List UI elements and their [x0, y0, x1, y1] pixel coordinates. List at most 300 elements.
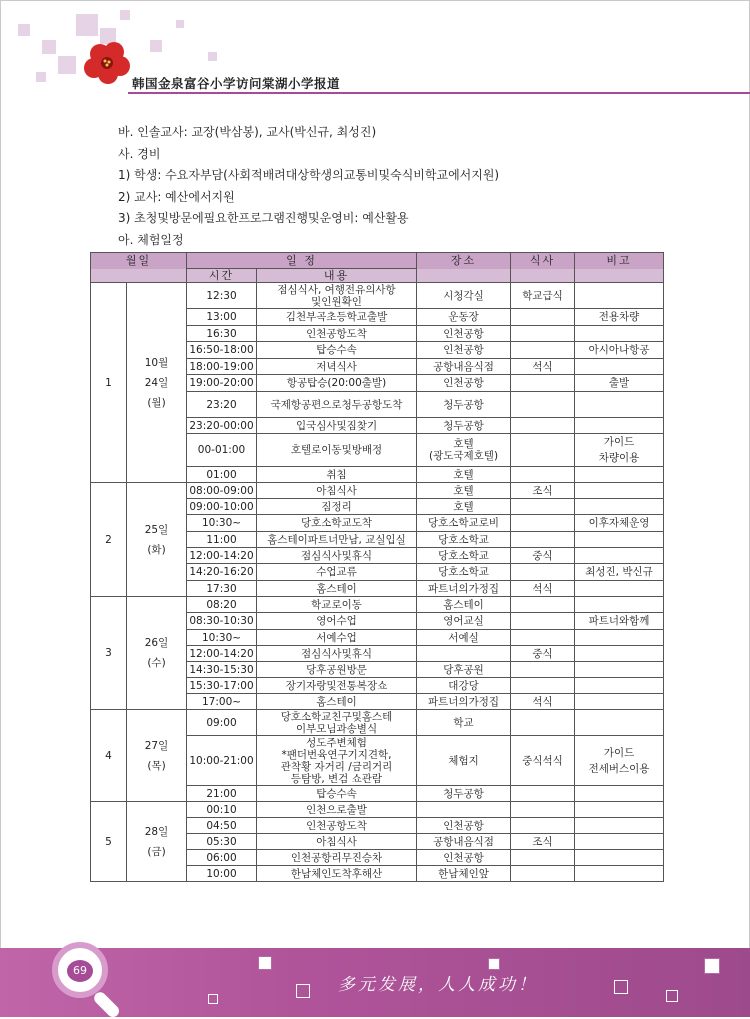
cell-line: 당호소학교: [438, 566, 489, 578]
cell-line: 24일: [144, 376, 169, 389]
cell-line: 인천공항리무진승차: [290, 851, 383, 864]
place-cell: [417, 283, 511, 309]
cell-line: (금): [147, 845, 166, 858]
day-number: 1: [91, 283, 127, 483]
content-cell: [257, 581, 417, 597]
time-cell: 00-01:00: [187, 434, 257, 467]
note-cell: [575, 662, 664, 678]
cell-line: 항공탑승(20:00출발): [286, 377, 387, 389]
place-cell: [417, 532, 511, 548]
meal-cell: [511, 786, 575, 802]
place-cell: [417, 662, 511, 678]
content-cell: [257, 467, 417, 483]
cell-line: 파트너와함께: [588, 615, 650, 627]
cell-line: (수): [147, 657, 166, 669]
place-cell: [417, 326, 511, 342]
intro-line: 2) 교사: 예산에서지원: [118, 189, 235, 204]
cell-line: 전세버스이용: [588, 762, 650, 775]
time-cell: 12:30: [187, 283, 257, 309]
note-cell: [575, 736, 664, 786]
note-cell: [575, 515, 664, 532]
place-cell: [417, 515, 511, 532]
content-cell: [257, 802, 417, 818]
place-cell: [417, 613, 511, 630]
intro-text: [118, 122, 499, 251]
content-cell: [257, 597, 417, 613]
note-cell: [575, 499, 664, 515]
note-cell: [575, 392, 664, 418]
cell-line: 인천공항도착: [306, 819, 367, 832]
time-cell: 00:10: [187, 802, 257, 818]
content-cell: [257, 694, 417, 710]
meal-cell: 중식: [511, 646, 575, 662]
note-cell: [575, 342, 664, 359]
cell-line: (화): [147, 543, 166, 556]
place-cell: [417, 597, 511, 613]
cell-line: 홈스테이: [316, 695, 357, 708]
page-number: 69: [67, 960, 93, 982]
cell-line: 인천공항: [443, 377, 484, 389]
time-cell: 21:00: [187, 786, 257, 802]
time-cell: 14:20-16:20: [187, 564, 257, 581]
content-cell: [257, 326, 417, 342]
cell-line: 가이드: [603, 746, 635, 759]
header-time: 시간: [187, 269, 257, 283]
cell-line: 파트너의가정집: [428, 582, 500, 595]
note-cell: [575, 467, 664, 483]
header-decor-square: [176, 20, 184, 28]
cell-line: 학교로이동: [311, 598, 362, 611]
time-cell: 05:30: [187, 834, 257, 850]
intro-line: 사. 경비: [118, 146, 161, 161]
meal-cell: [511, 392, 575, 418]
cell-line: 호텔: [453, 484, 474, 497]
meal-cell: [511, 342, 575, 359]
note-cell: [575, 359, 664, 375]
cell-line: 호텔: [453, 468, 474, 481]
day-number: 2: [91, 483, 127, 597]
meal-cell: [511, 597, 575, 613]
cell-line: 차량이용: [598, 452, 640, 464]
place-cell: [417, 818, 511, 834]
meal-cell: [511, 418, 575, 434]
flower-logo-icon: [80, 38, 136, 88]
meal-cell: 중식: [511, 548, 575, 564]
cell-line: 수업교류: [316, 566, 357, 578]
day-date: [127, 710, 187, 802]
time-cell: 11:00: [187, 532, 257, 548]
cell-line: 청두공항: [443, 419, 484, 432]
footer-slogan: 多元发展，人人成功！: [338, 975, 538, 995]
meal-cell: [511, 532, 575, 548]
content-cell: [257, 818, 417, 834]
content-cell: [257, 564, 417, 581]
header-divider: [128, 92, 750, 94]
place-cell: [417, 467, 511, 483]
meal-cell: [511, 499, 575, 515]
content-cell: [257, 418, 417, 434]
cell-line: 파트너의가정집: [428, 695, 500, 708]
note-cell: [575, 483, 664, 499]
time-cell: 10:30~: [187, 515, 257, 532]
header-decor-square: [42, 40, 56, 54]
place-cell: [417, 483, 511, 499]
time-cell: 17:00~: [187, 694, 257, 710]
cell-line: 아시아나항공: [588, 344, 650, 356]
note-cell: [575, 434, 664, 467]
day-number: 4: [91, 710, 127, 802]
cell-line: 짐정리: [321, 500, 352, 513]
table-row: [91, 483, 664, 499]
note-cell: [575, 564, 664, 581]
place-cell: [417, 866, 511, 882]
place-cell: [417, 694, 511, 710]
note-cell: [575, 802, 664, 818]
time-cell: 15:30-17:00: [187, 678, 257, 694]
place-cell: [417, 342, 511, 359]
table-row: [91, 710, 664, 736]
meal-cell: 석식: [511, 694, 575, 710]
time-cell: 23:20-00:00: [187, 418, 257, 434]
cell-line: 한남체인앞: [438, 867, 489, 880]
footer-decor-square: [704, 958, 720, 974]
cell-line: 서예수업: [316, 631, 357, 644]
time-cell: 10:00-21:00: [187, 736, 257, 786]
cell-line: 호텔: [453, 500, 474, 513]
content-cell: [257, 548, 417, 564]
time-cell: 12:00-14:20: [187, 646, 257, 662]
cell-line: 인천공항: [443, 819, 484, 832]
cell-line: 당호소학교로비: [428, 517, 500, 529]
header-decor-square: [120, 10, 130, 20]
content-cell: [257, 499, 417, 515]
footer-decor-square: [666, 990, 678, 1002]
footer-decor-square: [258, 956, 272, 970]
meal-cell: [511, 818, 575, 834]
table-subheader-row: [91, 269, 664, 283]
footer-decor-square: [208, 994, 218, 1004]
cell-line: 인천공항: [443, 851, 484, 864]
note-cell: [575, 834, 664, 850]
cell-line: 이부모님과송별식: [295, 722, 378, 735]
content-cell: [257, 309, 417, 326]
cell-line: 공항내음식점: [433, 360, 494, 373]
intro-line: 3) 초청및방문에필요한프로그램진행및운영비: 예산활용: [118, 211, 409, 225]
place-cell: [417, 564, 511, 581]
footer-decor-square: [488, 958, 500, 970]
note-cell: [575, 646, 664, 662]
meal-cell: [511, 710, 575, 736]
meal-cell: [511, 866, 575, 882]
meal-cell: 조식: [511, 483, 575, 499]
meal-cell: [511, 564, 575, 581]
header-place: 장소: [417, 253, 511, 269]
cell-line: 이후자체운영: [588, 517, 650, 529]
place-cell: [417, 678, 511, 694]
content-cell: [257, 850, 417, 866]
cell-line: 시청각실: [443, 289, 484, 302]
cell-line: 최성진, 박신규: [585, 566, 653, 578]
time-cell: 09:00: [187, 710, 257, 736]
header-schedule: 일 정: [187, 253, 417, 269]
time-cell: 12:00-14:20: [187, 548, 257, 564]
day-date: [127, 597, 187, 710]
cell-line: 당후공원: [443, 663, 484, 676]
table-header-row: [91, 253, 664, 269]
meal-cell: 석식: [511, 581, 575, 597]
meal-cell: [511, 630, 575, 646]
cell-line: 당호소학교: [438, 549, 489, 562]
content-cell: [257, 483, 417, 499]
cell-line: (광도국제호텔): [428, 450, 499, 462]
cell-line: 당호소학교: [438, 533, 489, 546]
place-cell: [417, 646, 511, 662]
note-cell: [575, 694, 664, 710]
note-cell: [575, 309, 664, 326]
cell-line: 인천공항: [443, 327, 484, 340]
cell-line: 서예실: [448, 631, 479, 644]
time-cell: 04:50: [187, 818, 257, 834]
meal-cell: [511, 613, 575, 630]
time-cell: 16:50-18:00: [187, 342, 257, 359]
meal-cell: [511, 467, 575, 483]
meal-cell: 조식: [511, 834, 575, 850]
content-cell: [257, 786, 417, 802]
cell-line: 인천공항도착: [306, 327, 367, 340]
content-cell: [257, 630, 417, 646]
header-content: 내용: [257, 269, 417, 283]
cell-line: 26일: [144, 637, 169, 649]
meal-cell: 학교급식: [511, 283, 575, 309]
cell-line: 학교: [453, 716, 474, 729]
header-decor-square: [58, 56, 76, 74]
day-date: [127, 483, 187, 597]
footer-decor-square: [296, 984, 310, 998]
cell-line: 성도주변체험: [306, 736, 367, 749]
table-row: [91, 597, 664, 613]
cell-line: (목): [147, 759, 166, 772]
cell-line: 국제항공편으로청두공항도착: [270, 398, 403, 411]
time-cell: 18:00-19:00: [187, 359, 257, 375]
cell-line: 입국심사및짐찾기: [295, 419, 378, 432]
cell-line: (월): [147, 396, 166, 409]
cell-line: 등탐방, 변검 쇼관람: [290, 772, 383, 785]
cell-line: 관착황 자거리 /금리거리: [280, 760, 393, 773]
time-cell: 16:30: [187, 326, 257, 342]
place-cell: [417, 834, 511, 850]
note-cell: [575, 613, 664, 630]
content-cell: [257, 392, 417, 418]
cell-line: 한남체인도착후해산: [290, 867, 383, 880]
cell-line: 체험지: [448, 754, 479, 767]
content-cell: [257, 515, 417, 532]
cell-line: 김천부곡초등학교출발: [285, 311, 388, 323]
content-cell: [257, 834, 417, 850]
time-cell: 14:30-15:30: [187, 662, 257, 678]
cell-line: 홈스테이파트너만남, 교실입실: [267, 533, 406, 546]
time-cell: 13:00: [187, 309, 257, 326]
cell-line: *팬더번육연구기지견학,: [281, 748, 392, 761]
cell-line: 홈스테이: [443, 598, 484, 611]
cell-line: 공항내음식점: [433, 835, 494, 848]
note-cell: [575, 786, 664, 802]
cell-line: 저녁식사: [316, 360, 357, 373]
place-cell: [417, 802, 511, 818]
meal-cell: [511, 662, 575, 678]
meal-cell: [511, 850, 575, 866]
header-decor-square: [76, 14, 98, 36]
header-decor-square: [150, 40, 162, 52]
cell-line: 인천으로출발: [306, 803, 367, 816]
place-cell: [417, 710, 511, 736]
place-cell: [417, 850, 511, 866]
cell-line: 전용차량: [598, 311, 640, 323]
cell-line: 호텔: [453, 438, 474, 450]
cell-line: 호텔로이동및방배정: [290, 444, 383, 456]
cell-line: 점심식사및휴식: [301, 647, 373, 660]
cell-line: 10월: [144, 356, 169, 369]
schedule-table: [90, 252, 664, 882]
intro-line: 바. 인솔교사: 교장(박삼봉), 교사(박신규, 최성진): [118, 125, 377, 139]
meal-cell: [511, 515, 575, 532]
note-cell: [575, 597, 664, 613]
content-cell: [257, 662, 417, 678]
time-cell: 01:00: [187, 467, 257, 483]
day-date: [127, 283, 187, 483]
note-cell: [575, 532, 664, 548]
time-cell: 08:20: [187, 597, 257, 613]
header-decor-square: [208, 52, 217, 61]
cell-line: 당후공원방문: [306, 663, 367, 676]
time-cell: 09:00-10:00: [187, 499, 257, 515]
note-cell: [575, 581, 664, 597]
cell-line: 점심식사, 여행전유의사항: [277, 283, 396, 296]
meal-cell: [511, 802, 575, 818]
cell-line: 취침: [326, 468, 347, 481]
place-cell: [417, 581, 511, 597]
cell-line: 영어교실: [443, 615, 484, 627]
day-number: 5: [91, 802, 127, 882]
place-cell: [417, 359, 511, 375]
content-cell: [257, 710, 417, 736]
content-cell: [257, 342, 417, 359]
meal-cell: [511, 309, 575, 326]
content-cell: [257, 434, 417, 467]
cell-line: 운동장: [448, 311, 479, 323]
time-cell: 08:30-10:30: [187, 613, 257, 630]
table-row: [91, 283, 664, 309]
cell-line: 25일: [144, 523, 169, 536]
place-cell: [417, 418, 511, 434]
cell-line: 대강당: [448, 679, 479, 692]
content-cell: [257, 866, 417, 882]
cell-line: 탑승수속: [316, 344, 357, 356]
time-cell: 17:30: [187, 581, 257, 597]
note-cell: [575, 548, 664, 564]
content-cell: [257, 359, 417, 375]
meal-cell: 석식: [511, 359, 575, 375]
content-cell: [257, 532, 417, 548]
content-cell: [257, 375, 417, 392]
meal-cell: [511, 375, 575, 392]
place-cell: [417, 392, 511, 418]
meal-cell: [511, 326, 575, 342]
cell-line: 청두공항: [443, 398, 484, 411]
time-cell: 06:00: [187, 850, 257, 866]
note-cell: [575, 866, 664, 882]
place-cell: [417, 434, 511, 467]
content-cell: [257, 736, 417, 786]
header-decor-square: [36, 72, 46, 82]
place-cell: [417, 375, 511, 392]
day-date: [127, 802, 187, 882]
cell-line: 및인원확인: [311, 295, 362, 308]
cell-line: 청두공항: [443, 787, 484, 800]
note-cell: [575, 710, 664, 736]
content-cell: [257, 646, 417, 662]
content-cell: [257, 283, 417, 309]
cell-line: 탑승수속: [316, 787, 357, 800]
cell-line: 아침식사: [316, 835, 357, 848]
place-cell: [417, 309, 511, 326]
header-meal: 식사: [511, 253, 575, 269]
cell-line: 인천공항: [443, 344, 484, 356]
time-cell: 19:00-20:00: [187, 375, 257, 392]
time-cell: 08:00-09:00: [187, 483, 257, 499]
time-cell: 10:30~: [187, 630, 257, 646]
content-cell: [257, 678, 417, 694]
cell-line: 점심식사및휴식: [301, 549, 373, 562]
cell-line: 장기자랑및전통복장쇼: [285, 679, 388, 692]
table-row: [91, 802, 664, 818]
place-cell: [417, 736, 511, 786]
cell-line: 당호소학교친구및홈스테: [280, 710, 393, 723]
footer-decor-square: [614, 980, 628, 994]
note-cell: [575, 850, 664, 866]
place-cell: [417, 786, 511, 802]
cell-line: 당호소학교도착: [301, 517, 373, 529]
note-cell: [575, 418, 664, 434]
cell-line: 27일: [144, 739, 169, 752]
cell-line: 출발: [608, 377, 630, 389]
meal-cell: [511, 434, 575, 467]
meal-cell: [511, 678, 575, 694]
content-cell: [257, 613, 417, 630]
place-cell: [417, 499, 511, 515]
place-cell: [417, 548, 511, 564]
cell-line: 영어수업: [316, 615, 357, 627]
note-cell: [575, 283, 664, 309]
header-title: 韩国金泉富谷小学访问棠湖小学报道: [132, 76, 341, 91]
note-cell: [575, 818, 664, 834]
intro-line: 1) 학생: 수요자부담(사회적배려대상학생의교통비및숙식비학교에서지원): [118, 168, 500, 182]
meal-cell: 중식석식: [511, 736, 575, 786]
cell-line: 가이드: [603, 436, 635, 448]
cell-line: 아침식사: [316, 484, 357, 497]
note-cell: [575, 326, 664, 342]
intro-line: 아. 체험일정: [118, 232, 184, 247]
cell-line: 28일: [144, 825, 169, 838]
header-note: 비고: [575, 253, 664, 269]
time-cell: 10:00: [187, 866, 257, 882]
cell-line: 홈스테이: [316, 582, 357, 595]
place-cell: [417, 630, 511, 646]
header-day: 월일: [91, 253, 187, 269]
day-number: 3: [91, 597, 127, 710]
note-cell: [575, 678, 664, 694]
header-decor-square: [18, 24, 30, 36]
note-cell: [575, 375, 664, 392]
